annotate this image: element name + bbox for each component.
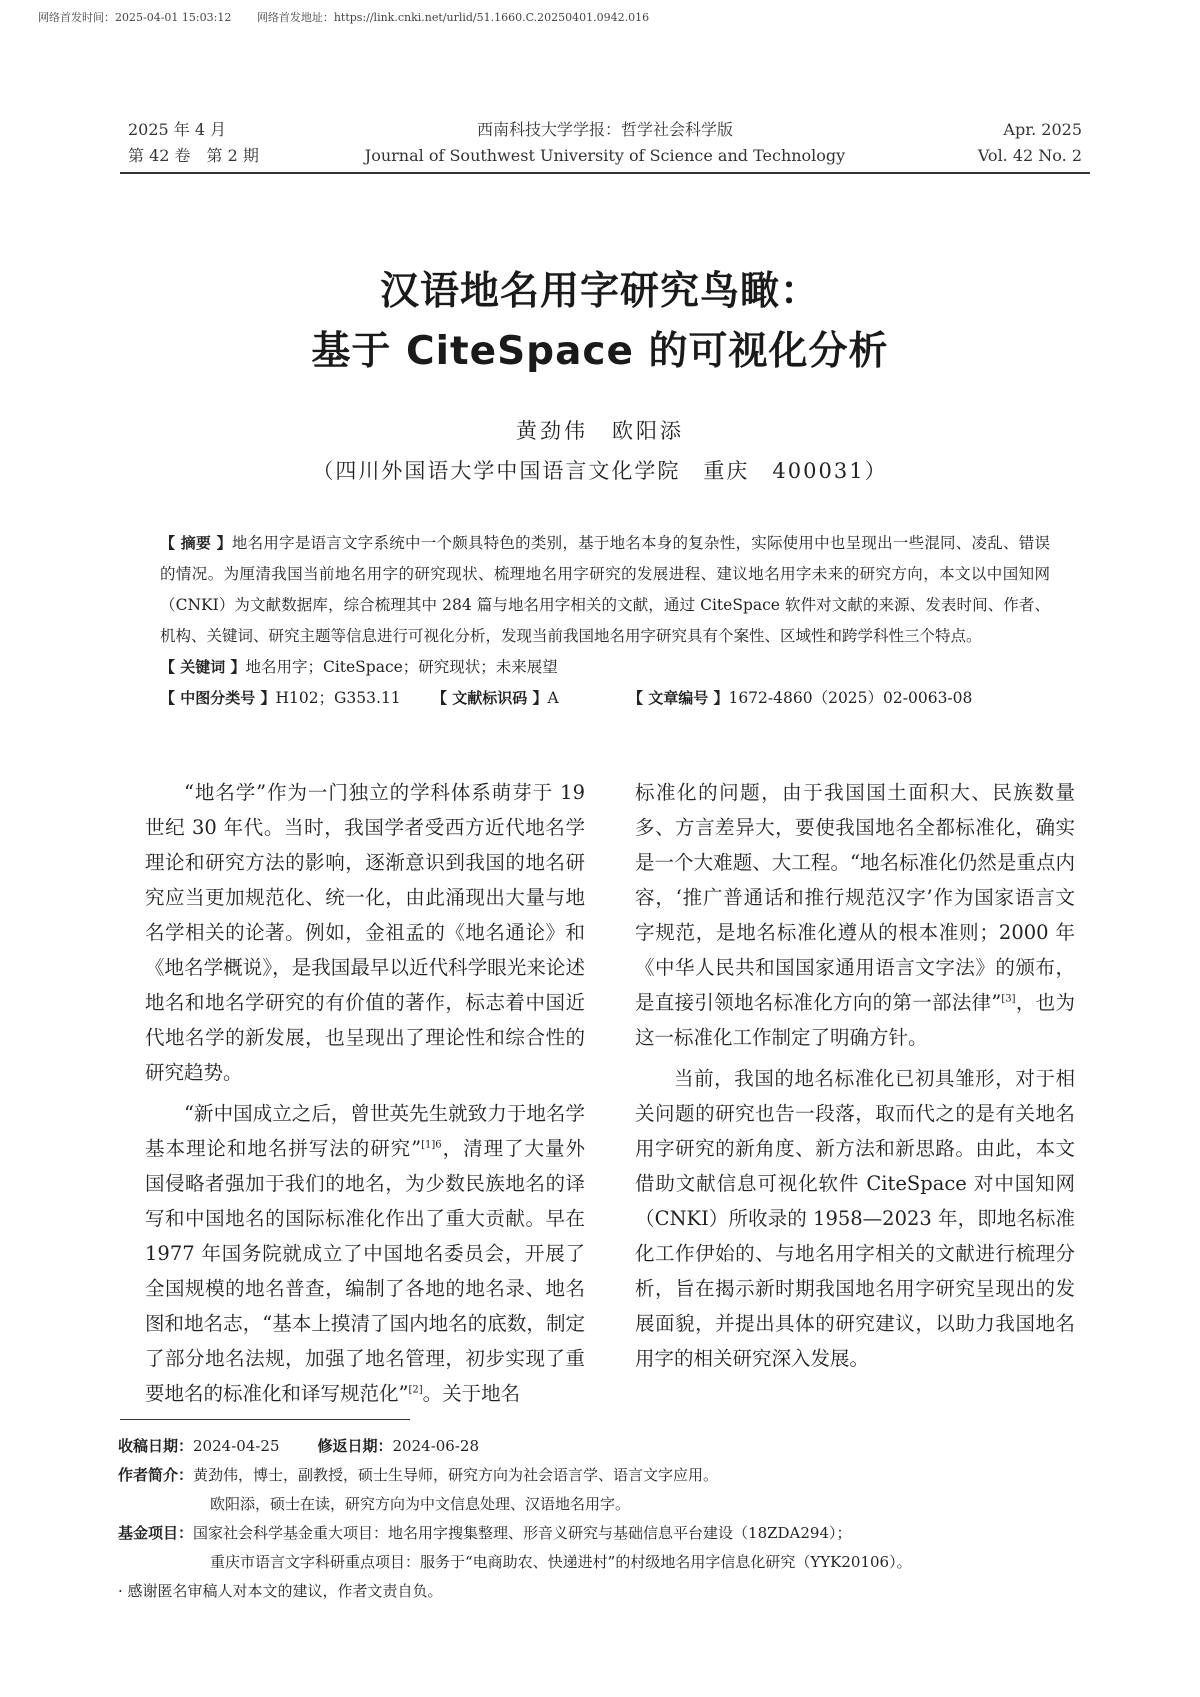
title-line-2: 基于 CiteSpace 的可视化分析 bbox=[311, 329, 889, 374]
abstract-text: 地名用字是语言文字系统中一个颇具特色的类别，基于地名本身的复杂性，实际使用中也呈现出一些混同、凌乱、错误的情况。为厘清我国当前地名用字的研究现状、梳理地名用字研究的发展进程、建议地名用字未来的研究方向，本文以中国知网（CNKI）为文献数据库，综合梳理其中 284 篇与地名用字相关的文献，通过 CiteSpace 软件对文献的来源、发表时间、作者、机构、关键词、研究主题等信息进行可视化分析，发现当前我国地名用字研究具有个案性、区域性和跨学科性三个特点。 bbox=[160, 534, 1050, 645]
abstract-paragraph bbox=[160, 528, 1050, 652]
online-publication-meta bbox=[38, 9, 649, 25]
footnote-divider bbox=[120, 1419, 410, 1420]
acknowledgement: · 感谢匿名审稿人对本文的建议，作者文责自负。 bbox=[118, 1582, 443, 1600]
citation-ref[interactable]: [2] bbox=[408, 1384, 423, 1396]
body-paragraph: 当前，我国的地名标准化已初具雏形，对于相关问题的研究也告一段落，取而代之的是有关地名用字研究的新角度、新方法和新思路。由此，本文借助文献信息可视化软件 CiteSpace 对中国知网（CNKI）所收录的 1958—2023 年，即地名标准化工作伊始的、与地名用字相关的文献进行梳理分析，旨在揭示新时期我国地名用字研究呈现出的发展面貌，并提出具体的研究建议，以助力我国地名用字的相关研究深入发展。 bbox=[635, 1067, 1075, 1370]
publication-time: 网络首发时间：2025-04-01 15:03:12 bbox=[38, 11, 232, 24]
header-center bbox=[120, 117, 1090, 169]
authors: 黄劲伟 欧阳添 bbox=[516, 419, 684, 443]
keywords: 地名用字；CiteSpace；研究现状；未来展望 bbox=[245, 658, 558, 676]
body-text: ，清理了大量外国侵略者强加于我们的地名，为少数民族地名的译写和中国地名的国际标准化作出了重大贡献。早在 1977 年国务院就成立了中国地名委员会，开展了全国规模的地名普查，编制了各地的地名录、地名图和地名志，“基本上摸清了国内地名的底数，制定了部分地名法规，加强了地名管理，初步实现了重要地名的标准化和译写规范化” bbox=[145, 1137, 585, 1405]
body-paragraph: “地名学”作为一门独立的学科体系萌芽于 19 世纪 30 年代。当时，我国学者受西方近代地名学理论和研究方法的影响，逐渐意识到我国的地名研究应当更加规范化、统一化，由此涌现出大量与地名学相关的论著。例如，金祖孟的《地名通论》和《地名学概说》，是我国最早以近代科学眼光来论述地名和地名学研究的有价值的著作，标志着中国近代地名学的新发展，也呈现出了理论性和综合性的研究趋势。 bbox=[145, 781, 585, 1084]
author-info-label: 作者简介： bbox=[118, 1466, 194, 1484]
fund-1: 国家社会科学基金重大项目：地名用字搜集整理、形音义研究与基础信息平台建设（18ZDA294）； bbox=[193, 1524, 852, 1542]
author-info-1: 黄劲伟，博士，副教授，硕士生导师，研究方向为社会语言学、语言文字应用。 bbox=[193, 1466, 719, 1484]
doc-code-item bbox=[432, 683, 559, 714]
received-label: 收稿日期： bbox=[118, 1437, 194, 1455]
dates-row bbox=[118, 1432, 1098, 1461]
author-info-row-2: 欧阳添，硕士在读，研究方向为中文信息处理、汉语地名用字。 bbox=[210, 1495, 631, 1513]
body-column-right bbox=[635, 775, 1075, 1382]
publication-url[interactable]: 网络首发地址：https://link.cnki.net/urlid/51.1660.C.20250401.0942.016 bbox=[256, 11, 650, 24]
issue-date-cn: 2025 年 4 月 bbox=[128, 120, 227, 139]
fund-row bbox=[118, 1519, 1098, 1548]
journal-header bbox=[120, 117, 1090, 169]
clc-value: H102；G353.11 bbox=[275, 689, 401, 707]
received-date: 2024-04-25 bbox=[193, 1437, 280, 1455]
article-number-value: 1672-4860（2025）02-0063-08 bbox=[728, 689, 973, 707]
journal-name-cn: 西南科技大学学报：哲学社会科学版 bbox=[476, 120, 733, 139]
classification-row bbox=[160, 683, 1050, 714]
revised-label: 修返日期： bbox=[317, 1437, 393, 1455]
body-text: 。关于地名 bbox=[422, 1382, 521, 1405]
journal-name-en: Journal of Southwest University of Science and Technology bbox=[364, 146, 846, 165]
header-divider bbox=[120, 172, 1090, 174]
body-text: “新中国成立之后，曾世英先生就致力于地名学基本理论和地名拼写法的研究” bbox=[145, 1102, 585, 1160]
body-text: 标准化的问题，由于我国国土面积大、民族数量多、方言差异大，要使我国地名全都标准化，确实是一个大难题、大工程。“地名标准化仍然是重点内容，‘推广普通话和推行规范汉字’作为国家语言文字规范，是地名标准化遵从的根本准则；2000 年《中华人民共和国国家通用语言文字法》的颁布，是直接引领地名标准化方向的第一部法律” bbox=[635, 781, 1075, 1014]
volume-cn: 第 42 卷 第 2 期 bbox=[128, 146, 259, 165]
clc-label: 【 中图分类号 】 bbox=[160, 689, 276, 707]
issue-date-en: Apr. 2025 bbox=[1003, 120, 1082, 139]
footnotes bbox=[118, 1432, 1098, 1606]
paper-title bbox=[0, 262, 1200, 382]
article-number-item bbox=[628, 683, 972, 714]
doc-code-value: A bbox=[547, 689, 559, 707]
body-paragraph bbox=[145, 1096, 585, 1411]
citation-ref[interactable]: [3] bbox=[1001, 993, 1016, 1005]
revised-date: 2024-06-28 bbox=[392, 1437, 479, 1455]
abstract-label: 【 摘要 】 bbox=[160, 534, 232, 552]
header-right bbox=[978, 117, 1082, 169]
clc-item bbox=[160, 683, 401, 714]
fund-row-2: 重庆市语言文字科研重点项目：服务于“电商助农、快递进村”的村级地名用字信息化研究（YYK20106）。 bbox=[210, 1553, 912, 1571]
fund-label: 基金项目： bbox=[118, 1524, 194, 1542]
volume-en: Vol. 42 No. 2 bbox=[977, 146, 1082, 165]
body-column-left bbox=[145, 775, 585, 1417]
body-paragraph bbox=[635, 775, 1075, 1055]
affiliation: （四川外国语大学中国语言文化学院 重庆 400031） bbox=[312, 459, 888, 483]
keywords-label: 【 关键词 】 bbox=[160, 658, 246, 676]
body-text: ，也为这一标准化工作制定了明确方针。 bbox=[635, 991, 1075, 1049]
citation-ref[interactable]: [1]6 bbox=[421, 1139, 442, 1151]
title-line-1: 汉语地名用字研究鸟瞰： bbox=[379, 269, 820, 314]
keywords-line bbox=[160, 652, 1050, 683]
abstract-section bbox=[160, 528, 1050, 714]
article-number-label: 【 文章编号 】 bbox=[628, 689, 729, 707]
doc-code-label: 【 文献标识码 】 bbox=[432, 689, 548, 707]
author-info-row bbox=[118, 1461, 1098, 1490]
